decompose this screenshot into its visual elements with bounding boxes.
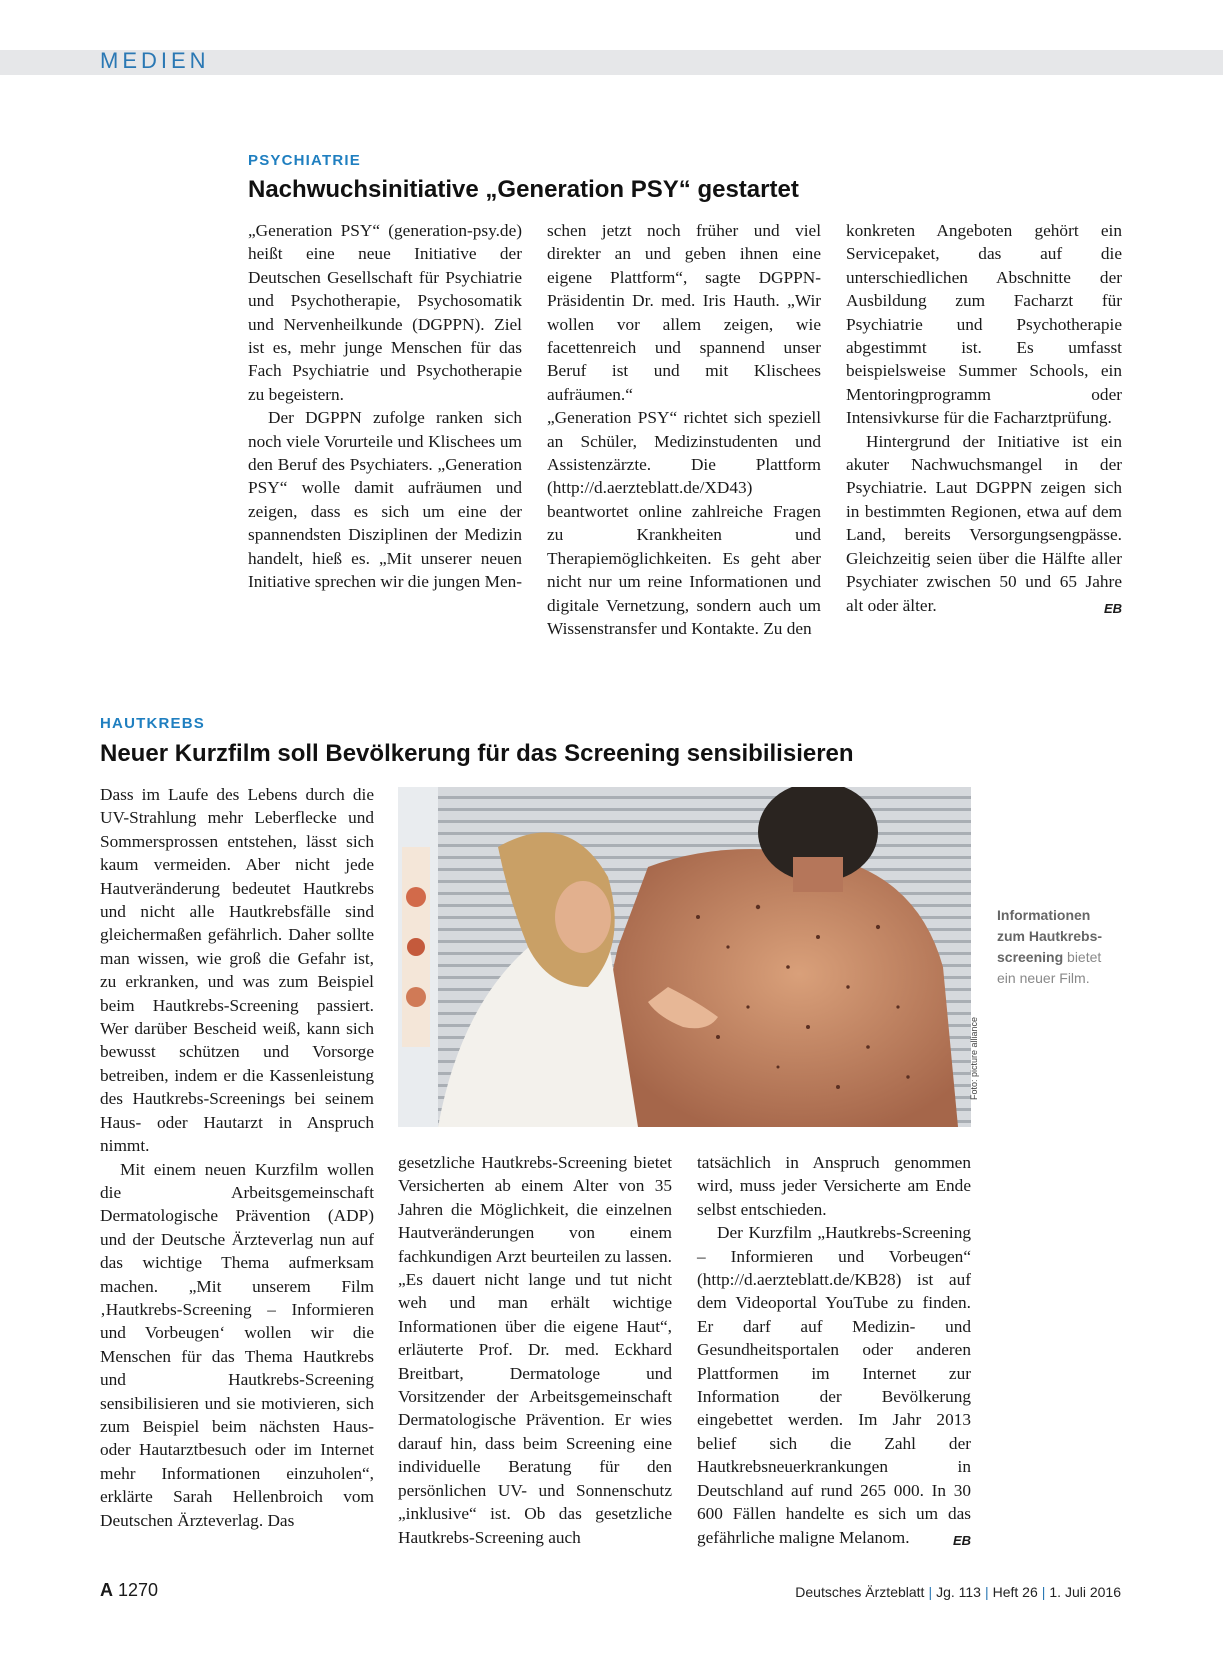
- caption-bold: Informationen zum Hautkrebsscreening: [997, 907, 1103, 965]
- article2-headline: Neuer Kurzfilm soll Bevölkerung für das Screening sensibilisieren: [100, 740, 854, 767]
- journal-name: Deutsches Ärzteblatt: [795, 1584, 925, 1600]
- paragraph: konkreten Angeboten gehört ein Servicepaket, das auf die unterschiedlichen Abschnitte der Ausbildung zum Facharzt für Psychiatrie und Psychotherapie abgestimmt ist. Es umfasst beispielsweise Summer Schools, ein Mentoringprogramm oder Intensivkurse für die Facharztprüfung.: [846, 221, 1122, 428]
- article2-column-1: [100, 783, 374, 1532]
- article2-signature: EB: [952, 1532, 971, 1548]
- article2-column-3: [697, 1151, 971, 1552]
- article1-column-2: [547, 219, 821, 640]
- page-number: [100, 1580, 158, 1601]
- paragraph: tatsächlich in Anspruch genommen wird, muss jeder Versicherte am Ende selbst entschieden.: [697, 1153, 971, 1219]
- article1-headline: Nachwuchsinitiative „Generation PSY“ gestartet: [248, 176, 799, 203]
- page-prefix: A: [100, 1580, 113, 1600]
- paragraph: „Generation PSY“ (generation-psy.de) heißt eine neue Initiative der Deutschen Gesellschaft für Psychiatrie und Psychotherapie, Psychosomatik und Nervenheilkunde (DGPPN). Ziel ist es, mehr junge Menschen für das Fach Psychiatrie und Psychotherapie zu begeistern.: [248, 221, 522, 404]
- article1-column-3: [846, 219, 1122, 620]
- journal-info: Deutsches Ärzteblatt | Jg. 113 | Heft 26 | 1. Juli 2016: [795, 1584, 1121, 1600]
- photo-credit: Foto: picture alliance: [969, 1016, 979, 1100]
- article2-column-2: [398, 1151, 672, 1549]
- caption-text: bietet ein neuer Film.: [997, 949, 1102, 986]
- article1-column-1: [248, 219, 522, 594]
- paragraph: Dass im Laufe des Lebens durch die UV-Strahlung mehr Leberflecke und Sommersprossen entstehen, lässt sich kaum vermeiden. Aber nicht jede Hautveränderung bedeutet Hautkrebs und nicht alle Hautkrebsfälle sind gleichermaßen gefährlich. Daher sollte man wissen, wie groß die Gefahr ist, zu erkranken, und was zum Beispiel beim Hautkrebs-Screening passiert. Wer darüber Bescheid weiß, kann sich bewusst schützen und Vorsorge betreiben, indem er die Kassenleistung des Hautkrebs-Screenings bei seinem Haus- oder Hautarzt in Anspruch nimmt.: [100, 785, 374, 1156]
- paragraph: Mit einem neuen Kurzfilm wollen die Arbeitsgemeinschaft Dermatologische Prävention (ADP) und der Deutsche Ärzteverlag nun auf das wichtige Thema aufmerksam machen. „Mit unserem Film ‚Hautkrebs-Screening – Informieren und Vorbeugen‘ wollen wir die Menschen für das Thema Hautkrebs und Hautkrebs-Screening sensibilisieren und sie motivieren, sich zum Beispiel beim nächsten Haus- oder Hautarztbesuch oder im Internet mehr Informationen einzuholen“, erklärte Sarah Hellenbroich vom Deutschen Ärzteverlag. Das: [100, 1159, 374, 1530]
- paragraph: gesetzliche Hautkrebs-Screening bietet Versicherten ab einem Alter von 35 Jahren die Möglichkeit, die einzelnen Hautveränderungen von einem fachkundigen Arzt beurteilen zu lassen. „Es dauert nicht lange und tut nicht weh und man erhält wichtige Informationen über die eigene Haut“, erläuterte Prof. Dr. med. Eckhard Breitbart, Dermatologe und Vorsitzender der Arbeitsgemeinschaft Dermatologische Prävention. Er wies darauf hin, dass beim Screening eine individuelle Beratung für den persönlichen UV- und Sonnenschutz „inklusive“ ist. Ob das gesetzliche Hautkrebs-Screening auch: [398, 1153, 672, 1547]
- paragraph: Der Kurzfilm „Hautkrebs-Screening – Informieren und Vorbeugen“ (http://d.aerzteblatt.de/KB28) ist auf dem Videoportal YouTube zu finden. Er darf auf Medizin- und Gesundheitsportalen oder anderen Plattformen im Internet zur Information der Bevölkerung eingebettet werden. Im Jahr 2013 belief sich die Zahl der Hautkrebsneuerkrankungen in Deutschland auf rund 265 000. In 30 600 Fällen handelte es sich um das gefährliche maligne Melanom. EB: [697, 1221, 971, 1549]
- dermatology-photo: [398, 787, 971, 1127]
- article1-signature: EB: [1103, 600, 1122, 616]
- journal-volume: Jg. 113: [936, 1584, 981, 1600]
- paragraph: schen jetzt noch früher und viel direkter an und geben ihnen eine eigene Plattform“, sagte DGPPN-Präsidentin Dr. med. Iris Hauth. „Wir wollen vor allem zeigen, wie facettenreich und spannend unser Beruf ist und mit Klischees aufräumen.“: [547, 221, 821, 404]
- paragraph: „Generation PSY“ richtet sich speziell an Schüler, Medizinstudenten und Assistenzärzte. Die Plattform (http://d.aerzteblatt.de/XD43) beantwortet online zahlreiche Fragen zu Krankheiten und Therapiemöglichkeiten. Es geht aber nicht nur um reine Informationen und digitale Vernetzung, sondern auch um Wissenstransfer und Kontakte. Zu den: [547, 408, 821, 638]
- page-number-value: 1270: [118, 1580, 159, 1600]
- section-label: MEDIEN: [100, 48, 210, 73]
- photo-illustration: [398, 787, 971, 1127]
- paragraph: Der DGPPN zufolge ranken sich noch viele Vorurteile und Klischees um den Beruf des Psychiaters. „Generation PSY“ wolle damit aufräumen und zeigen, dass es sich um eine der spannendsten Disziplinen der Medizin handelt, hieß es. „Mit unserer neuen Initiative sprechen wir die jungen Men-: [248, 408, 523, 592]
- article1-kicker: PSYCHIATRIE: [248, 152, 361, 169]
- journal-issue: Heft 26: [992, 1584, 1038, 1600]
- paragraph: Hintergrund der Initiative ist ein akuter Nachwuchsmangel in der Psychiatrie. Laut DGPPN zeigen sich in bestimmten Regionen, etwa auf dem Land, bereits Versorgungsengpässe. Gleichzeitig seien über die Hälfte aller Psychiater zwischen 50 und 65 Jahre alt oder älter. EB: [846, 430, 1122, 617]
- journal-date: 1. Juli 2016: [1049, 1584, 1121, 1600]
- photo-caption: [997, 905, 1117, 989]
- article2-kicker: HAUTKREBS: [100, 715, 205, 732]
